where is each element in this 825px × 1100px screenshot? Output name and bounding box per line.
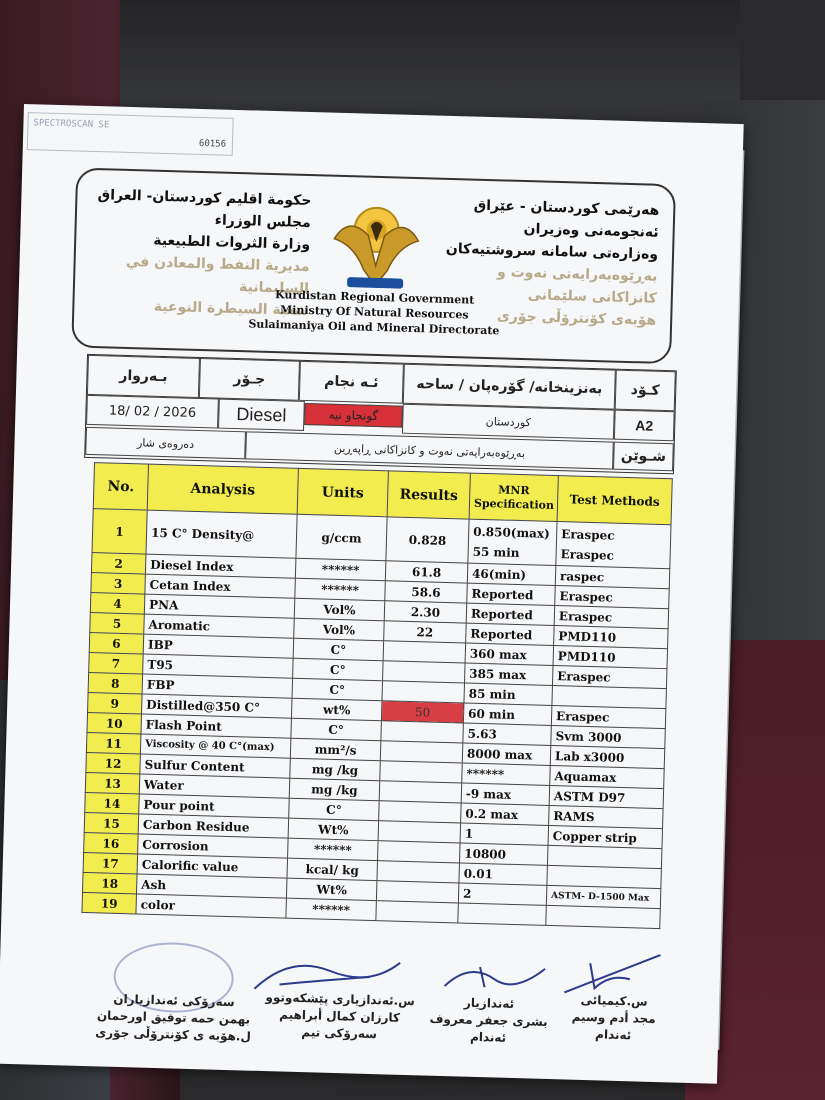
kurdish-line: ئەنجومەنی وەزیران: [523, 221, 659, 241]
units-cell: Wt%: [288, 818, 379, 841]
analysis-name: Distilled@350 C°: [142, 694, 292, 718]
arabic-line: مجلس الوزراء: [214, 212, 312, 232]
result-cell: 22: [384, 621, 467, 643]
row-number: 3: [91, 573, 146, 595]
units-cell: mm²/s: [290, 738, 381, 761]
result-cell: 0.828: [386, 517, 469, 563]
specification-cell: Reported: [466, 623, 555, 645]
units-cell: C°: [289, 798, 380, 821]
units-cell: wt%: [291, 698, 382, 721]
kurdish-line: وەزارەتی سامانە سروشتیەکان: [445, 240, 659, 263]
english-line: Kurdistan Regional Government: [274, 288, 475, 307]
row-number: 16: [84, 832, 139, 854]
test-method-cell: Svm 3000: [551, 725, 666, 748]
row-number: 19: [82, 892, 137, 914]
test-method-cell: PMD110: [554, 626, 669, 649]
result-cell: 61.8: [385, 561, 468, 583]
specification-cell: 1: [460, 823, 549, 845]
arabic-line: وزارة الثروات الطبيعية: [153, 232, 311, 254]
arabic-line: حكومة اقليم كوردستان- العراق: [97, 187, 312, 210]
test-method-cell: Lab x3000: [550, 745, 665, 768]
specification-cell: 8000 max: [462, 743, 551, 765]
specification-cell: 360 max: [465, 643, 554, 665]
row-number: 11: [86, 733, 141, 755]
result-cell: [381, 721, 464, 743]
specification-cell-line: 0.850(max): [473, 524, 550, 541]
signature-name: بشری جعفر معروف: [429, 1011, 548, 1029]
signature-block: [88, 990, 259, 1046]
source-value: کوردستان: [402, 404, 615, 440]
result-cell: [380, 741, 463, 763]
row-number: 12: [86, 752, 141, 774]
test-method-cell-line: Eraspec: [560, 546, 615, 563]
units-cell: Wt%: [286, 878, 377, 901]
test-method-cell: ASTM- D-1500 Max: [546, 885, 661, 908]
row-number: 13: [85, 772, 140, 793]
specification-cell: 5.63: [463, 723, 552, 745]
analysis-name: Corrosion: [138, 834, 288, 858]
result-cell: [376, 881, 459, 903]
signature-role: ل.هۆبە ی کۆنترۆڵی جۆری: [95, 1025, 252, 1044]
test-method-cell: raspec: [555, 566, 670, 589]
units-cell: ******: [295, 558, 386, 581]
analysis-name: Carbon Residue: [138, 814, 288, 838]
place-label: شـوێن: [613, 442, 674, 472]
row-number: 15: [84, 812, 139, 834]
analysis-name: Viscosity @ 40 C°(max): [140, 734, 290, 758]
header-test-methods: Test Methods: [557, 476, 672, 525]
result-cell: [379, 801, 462, 823]
units-cell: Vol%: [294, 598, 385, 621]
specification-cell-line: 55 min: [472, 544, 520, 560]
signature-role: ئەندام: [469, 1029, 507, 1045]
type-label: جـۆر: [199, 358, 300, 401]
specification-cell: 60 min: [463, 703, 552, 725]
row-number: 5: [90, 613, 145, 634]
specification-cell: -9 max: [461, 783, 550, 805]
signature-block: [428, 994, 549, 1048]
specification-cell: [468, 519, 557, 565]
specification-cell: ******: [462, 763, 551, 785]
analysis-name: Diesel Index: [145, 554, 295, 578]
signature-title: ئەندازیار: [463, 995, 515, 1012]
analysis-name: T95: [143, 654, 293, 678]
kurdish-line: هۆبەی کۆنترۆڵی جۆری: [496, 308, 657, 329]
specification-cell: 385 max: [465, 663, 554, 685]
signature-name: بهمن حمه توفیق اورحمان: [96, 1008, 251, 1027]
code-label: کـۆد: [615, 370, 676, 412]
signature-role: ئەندام: [594, 1027, 632, 1043]
result-cell: 50: [381, 701, 464, 723]
specification-cell: Reported: [467, 583, 556, 605]
specification-cell: 0.01: [459, 863, 548, 885]
result-cell: [380, 761, 463, 783]
result-cell: [376, 901, 459, 923]
units-cell: kcal/ kg: [287, 858, 378, 881]
test-method-cell: Aquamax: [550, 765, 665, 788]
analysis-name: Aromatic: [144, 614, 294, 638]
test-method-cell: Eraspec: [551, 705, 666, 728]
arabic-line: مديرية النفط والمعادن في السليمانية: [125, 253, 310, 298]
analysis-name: FBP: [142, 674, 292, 698]
test-method-cell: Eraspec: [555, 586, 670, 609]
analysis-name: 15 C° Density@: [146, 510, 297, 558]
test-method-cell: Copper strip: [548, 825, 663, 848]
header-no: No.: [93, 463, 148, 510]
row-number: 1: [92, 509, 147, 554]
result-cell: [383, 661, 466, 683]
test-report-sheet: [0, 104, 744, 1084]
result-cell: [379, 781, 462, 803]
test-method-cell: RAMS: [549, 805, 664, 828]
result-cell: 58.6: [385, 581, 468, 603]
destination-value: دەروەی شار: [85, 427, 246, 459]
row-number: 18: [83, 872, 138, 893]
result-value-failed-badge: گونجاو نیە: [304, 403, 403, 428]
test-method-cell: [556, 522, 671, 569]
analysis-name: PNA: [144, 594, 294, 618]
scan-number: 60156: [198, 138, 227, 150]
results-table: [81, 462, 672, 929]
row-number: 10: [87, 713, 142, 734]
signature-title: س.کیمیائی: [580, 992, 648, 1009]
row-number: 17: [83, 852, 138, 873]
header-analysis: Analysis: [147, 464, 298, 514]
test-method-cell: Eraspec: [552, 665, 667, 688]
test-method-cell: [546, 905, 661, 928]
arabic-line: شعبة السيطرة النوعية: [153, 298, 309, 320]
fuel-type-value: Diesel: [218, 399, 305, 431]
sample-info-grid: [84, 354, 677, 474]
units-cell: ******: [295, 578, 386, 601]
units-cell: g/ccm: [296, 514, 387, 560]
signature-block: [264, 989, 415, 1044]
result-cell: [378, 821, 461, 843]
kurdish-line: بەڕێوەبەرایەتی نەوت و کانزاکانی سلێمانی: [496, 264, 658, 307]
result-cell: 2.30: [384, 601, 467, 623]
signature-area: [68, 934, 671, 1071]
signature-name: کارزان کمال أبراهیم: [279, 1007, 401, 1025]
units-cell: C°: [291, 718, 382, 741]
kurdish-line: هەرێمی کوردستان - عێراق: [473, 197, 660, 219]
units-cell: ******: [288, 838, 379, 861]
result-cell: [382, 681, 465, 703]
header-results: Results: [387, 471, 470, 519]
test-method-cell: PMD110: [553, 645, 668, 668]
specification-cell: 46(min): [467, 563, 556, 585]
row-number: 8: [88, 673, 143, 695]
units-cell: mg /kg: [290, 758, 381, 781]
specification-cell: 85 min: [464, 683, 553, 705]
test-method-cell: Eraspec: [554, 606, 669, 629]
signature-name: مجد أدم وسیم: [571, 1009, 656, 1026]
row-number: 9: [88, 693, 143, 714]
date-label: بـەروار: [87, 355, 200, 398]
header-units: Units: [297, 468, 388, 516]
row-number: 14: [85, 792, 140, 813]
analysis-name: color: [136, 894, 286, 918]
date-value: 18/ 02 / 2026: [86, 395, 219, 429]
analysis-name: Ash: [136, 874, 286, 898]
header-specification: MNR Specification: [469, 473, 558, 521]
specification-cell: [458, 903, 547, 925]
analysis-name: Water: [139, 774, 289, 798]
row-number: 6: [89, 633, 144, 654]
units-cell: C°: [293, 638, 384, 661]
units-cell: C°: [293, 658, 384, 681]
specification-cell: Reported: [466, 603, 555, 625]
analysis-name: Pour point: [139, 794, 289, 818]
row-number: 7: [89, 653, 144, 675]
signature-scribble-icon: [439, 956, 550, 999]
result-cell: [378, 841, 461, 863]
test-method-cell: ASTM D97: [549, 785, 664, 808]
units-cell: ******: [286, 898, 377, 921]
code-value: A2: [614, 410, 675, 442]
specification-cell: 2: [458, 883, 547, 905]
letterhead: [71, 167, 676, 364]
result-label: ئـە نجام: [299, 361, 404, 404]
signature-role: سەرۆکی تیم: [301, 1025, 378, 1042]
test-method-cell-line: Eraspec: [561, 526, 615, 543]
result-cell: [377, 861, 460, 883]
signature-block: [558, 991, 669, 1045]
result-cell: [383, 641, 466, 663]
signature-title: سەرۆکی ئەندازیاران: [113, 991, 235, 1010]
source-label: بەنزینخانە/ گۆرەپان / ساحە: [403, 364, 616, 410]
analysis-name: IBP: [143, 634, 293, 658]
english-line: Sulaimaniya Oil and Mineral Directorate: [248, 317, 500, 338]
english-line: Ministry Of Natural Resources: [279, 303, 469, 322]
analysis-name: Flash Point: [141, 714, 291, 738]
specification-cell: 0.2 max: [461, 803, 550, 825]
specification-cell: 10800: [459, 843, 548, 865]
signature-title: س.ئەندازیاری پێشکەوتوو: [265, 990, 415, 1009]
analysis-name: Cetan Index: [145, 574, 295, 598]
row-number: 2: [91, 553, 146, 575]
analysis-name: Sulfur Content: [140, 754, 290, 778]
units-cell: mg /kg: [289, 778, 380, 801]
units-cell: Vol%: [294, 618, 385, 641]
analysis-name: Calorific value: [137, 854, 287, 878]
units-cell: C°: [292, 678, 383, 701]
row-number: 4: [90, 593, 145, 615]
english-letterhead: [234, 286, 515, 339]
krg-eagle-emblem-icon: [327, 195, 426, 294]
results-table-wrapper: [81, 462, 671, 929]
scan-label: SPECTROSCAN SE: [33, 118, 110, 131]
place-value: بەڕێوەبەرایەتی نەوت و کانزاکانی ڕاپەڕین: [245, 431, 614, 469]
